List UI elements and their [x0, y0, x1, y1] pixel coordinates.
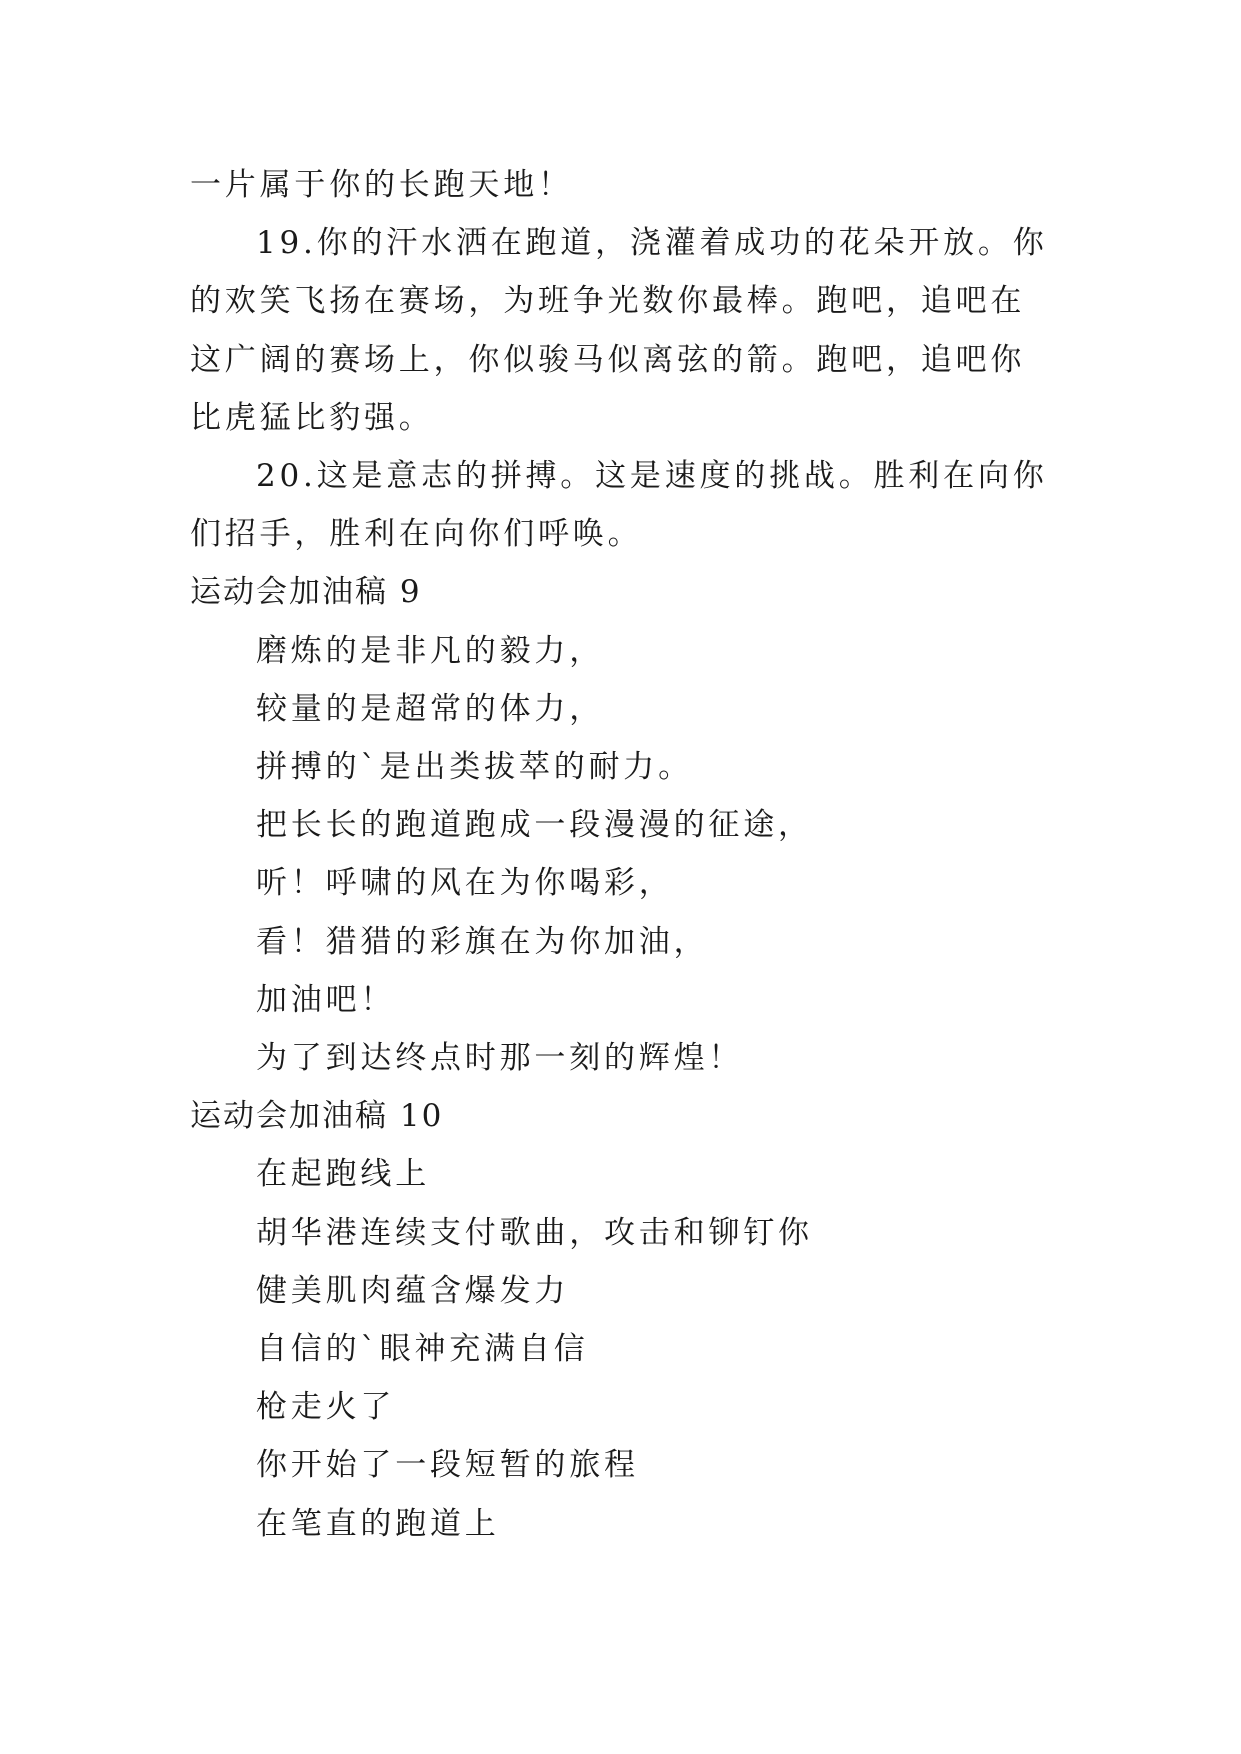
verse-line: 磨炼的是非凡的毅力，: [256, 632, 604, 669]
verse-line: 听！呼啸的风在为你喝彩，: [256, 865, 674, 902]
verse-line: 拼搏的`是出类拔萃的耐力。: [256, 749, 693, 786]
section-heading-9: 运动会加油稿 9: [190, 574, 422, 611]
paragraph-20: 20.这是意志的拼搏。这是速度的挑战。胜利在向你们招手，胜利在向你们呼唤。: [190, 458, 1048, 553]
verse-line: 胡华港连续支付歌曲，攻击和铆钉你: [256, 1214, 813, 1251]
verse-line: 为了到达终点时那一刻的辉煌！: [256, 1040, 744, 1077]
verse-line: 在笔直的跑道上: [256, 1505, 500, 1542]
verse-line: 把长长的跑道跑成一段漫漫的征途，: [256, 807, 813, 844]
section-heading-10: 运动会加油稿 10: [190, 1098, 444, 1135]
verse-line: 加油吧！: [256, 981, 396, 1018]
continuation-line: 一片属于你的长跑天地！: [190, 167, 573, 203]
verse-line: 枪走火了: [256, 1389, 396, 1426]
verse-line: 较量的是超常的体力，: [256, 690, 604, 727]
verse-line: 你开始了一段短暂的旅程: [256, 1447, 639, 1484]
verse-line: 在起跑线上: [256, 1156, 430, 1193]
verse-line: 健美肌肉蕴含爆发力: [256, 1272, 570, 1309]
verse-line: 自信的`眼神充满自信: [256, 1331, 589, 1368]
document-body: [190, 156, 1050, 1553]
paragraph-19: 19.你的汗水洒在跑道，浇灌着成功的花朵开放。你的欢笑飞扬在赛场，为班争光数你最棒。跑吧，追吧在这广阔的赛场上，你似骏马似离弦的箭。跑吧，追吧你比虎猛比豹强。: [190, 225, 1048, 436]
verse-line: 看！猎猎的彩旗在为你加油，: [256, 923, 709, 960]
